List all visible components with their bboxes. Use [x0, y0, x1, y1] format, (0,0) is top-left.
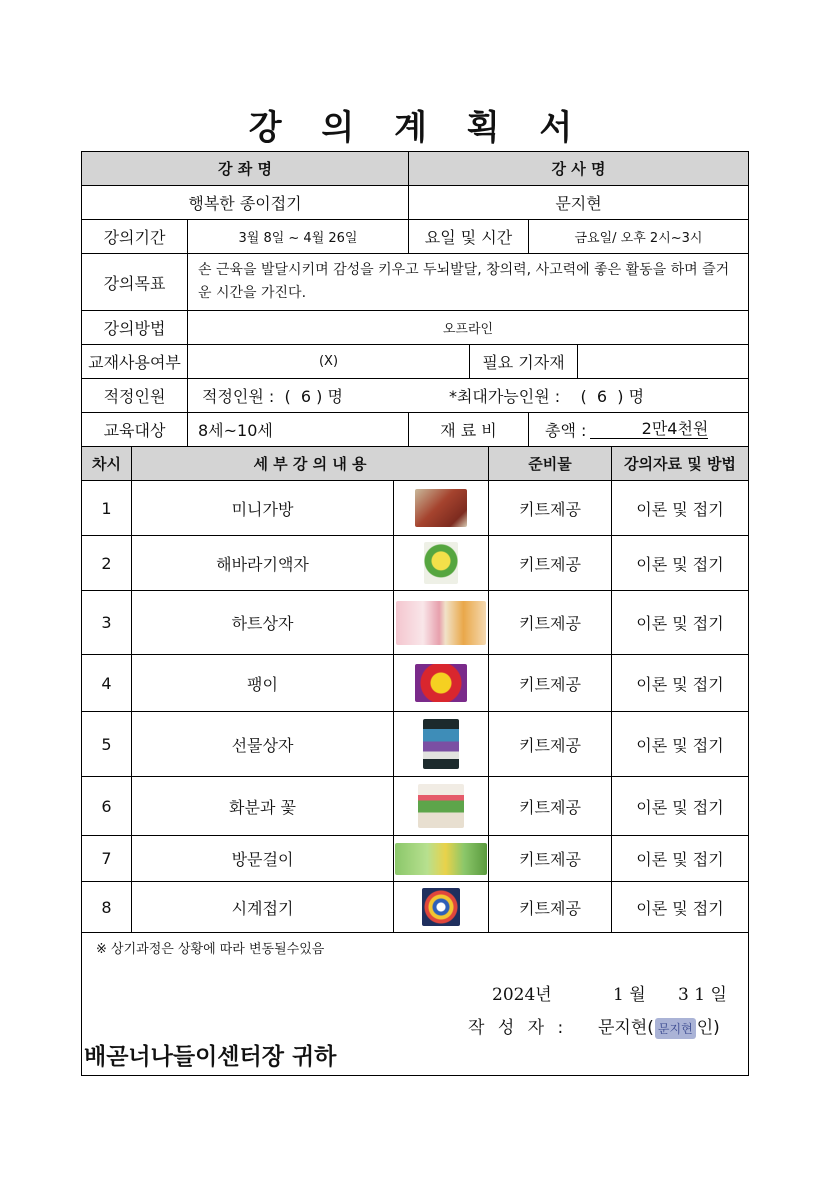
session-image [393, 881, 489, 933]
date-month: 1 월 [613, 985, 646, 1005]
heart-box-photo-icon [396, 601, 486, 645]
clock-photo-icon [422, 888, 460, 926]
fee-label: 재 료 비 [408, 412, 529, 447]
session-prep: 키트제공 [488, 480, 612, 536]
session-prep: 키트제공 [488, 776, 612, 836]
session-no: 5 [81, 711, 132, 777]
addressee: 배곧너나들이센터장 귀하 [84, 1044, 337, 1070]
fee-cell [528, 412, 749, 447]
session-no: 3 [81, 590, 132, 655]
change-notice: ※ 상기과정은 상황에 따라 변동될수있음 [96, 942, 325, 957]
fee-prefix: 총액 : [545, 421, 587, 440]
capacity-label: 적정인원 [81, 378, 188, 413]
session-prep: 키트제공 [488, 711, 612, 777]
session-content: 팽이 [131, 654, 394, 712]
course-name-value: 행복한 종이접기 [81, 185, 409, 220]
date-day: 3 1 일 [678, 985, 727, 1005]
session-image [393, 535, 489, 591]
session-method: 이론 및 접기 [611, 711, 749, 777]
session-no: 8 [81, 881, 132, 933]
session-method: 이론 및 접기 [611, 881, 749, 933]
session-no: 4 [81, 654, 132, 712]
equipment-value [577, 344, 749, 379]
session-image [393, 711, 489, 777]
session-image [393, 776, 489, 836]
session-no: 7 [81, 835, 132, 882]
target-label: 교육대상 [81, 412, 188, 447]
time-label: 요일 및 시간 [408, 219, 529, 254]
session-prep-header: 준비물 [488, 446, 612, 481]
period-label: 강의기간 [81, 219, 188, 254]
session-method: 이론 및 접기 [611, 776, 749, 836]
course-name-header: 강 좌 명 [81, 151, 409, 186]
method-label: 강의방법 [81, 310, 188, 345]
session-prep: 키트제공 [488, 835, 612, 882]
session-no: 1 [81, 480, 132, 536]
session-method: 이론 및 접기 [611, 654, 749, 712]
session-image [393, 590, 489, 655]
session-no: 6 [81, 776, 132, 836]
session-image [393, 654, 489, 712]
document-title: 강 의 계 획 서 [248, 108, 587, 148]
session-content: 선물상자 [131, 711, 394, 777]
session-content: 미니가방 [131, 480, 394, 536]
sunflower-frame-photo-icon [424, 542, 458, 584]
seal-stamp: 문지현 [655, 1018, 696, 1039]
session-method: 이론 및 접기 [611, 835, 749, 882]
session-content: 방문걸이 [131, 835, 394, 882]
writer-name: 문지현( [598, 1018, 654, 1038]
flower-pot-photo-icon [418, 784, 464, 828]
session-method: 이론 및 접기 [611, 590, 749, 655]
goal-text: 손 근육을 발달시키며 감성을 키우고 두뇌발달, 창의력, 사고력에 좋은 활동을 하며 즐거운 시간을 가진다. [187, 253, 749, 311]
writer-suffix: 인) [696, 1018, 720, 1038]
time-value: 금요일/ 오후 2시~3시 [528, 219, 749, 254]
session-content-header: 세 부 강 의 내 용 [131, 446, 489, 481]
capacity-row [187, 378, 749, 413]
session-prep: 키트제공 [488, 590, 612, 655]
writer-signature [598, 1013, 720, 1039]
session-no-header: 차시 [81, 446, 132, 481]
date-year: 2024년 [492, 985, 552, 1005]
session-content: 시계접기 [131, 881, 394, 933]
target-value: 8세~10세 [187, 412, 409, 447]
max-capacity: *최대가능인원 : ( 6 ) 명 [448, 387, 645, 406]
session-method: 이론 및 접기 [611, 480, 749, 536]
period-value: 3월 8일 ~ 4월 26일 [187, 219, 409, 254]
session-method-header: 강의자료 및 방법 [611, 446, 749, 481]
session-content: 하트상자 [131, 590, 394, 655]
mini-bag-photo-icon [415, 489, 467, 527]
session-prep: 키트제공 [488, 535, 612, 591]
session-image [393, 480, 489, 536]
instructor-header: 강 사 명 [408, 151, 749, 186]
session-content: 해바라기액자 [131, 535, 394, 591]
session-method: 이론 및 접기 [611, 535, 749, 591]
door-hanger-photo-icon [395, 843, 487, 875]
session-content: 화분과 꽃 [131, 776, 394, 836]
writer-label: 작 성 자 : [468, 1018, 568, 1038]
gift-box-photo-icon [423, 719, 459, 769]
instructor-value: 문지현 [408, 185, 749, 220]
spinning-top-photo-icon [415, 664, 467, 702]
material-label: 교재사용여부 [81, 344, 188, 379]
method-value: 오프라인 [187, 310, 749, 345]
material-value: (X) [187, 344, 470, 379]
session-no: 2 [81, 535, 132, 591]
session-prep: 키트제공 [488, 881, 612, 933]
session-prep: 키트제공 [488, 654, 612, 712]
fee-value: 2만4천원 [590, 420, 708, 439]
equipment-label: 필요 기자재 [469, 344, 578, 379]
session-image [393, 835, 489, 882]
goal-label: 강의목표 [81, 253, 188, 311]
proper-capacity: 적정인원 : ( 6 ) 명 [202, 387, 343, 406]
